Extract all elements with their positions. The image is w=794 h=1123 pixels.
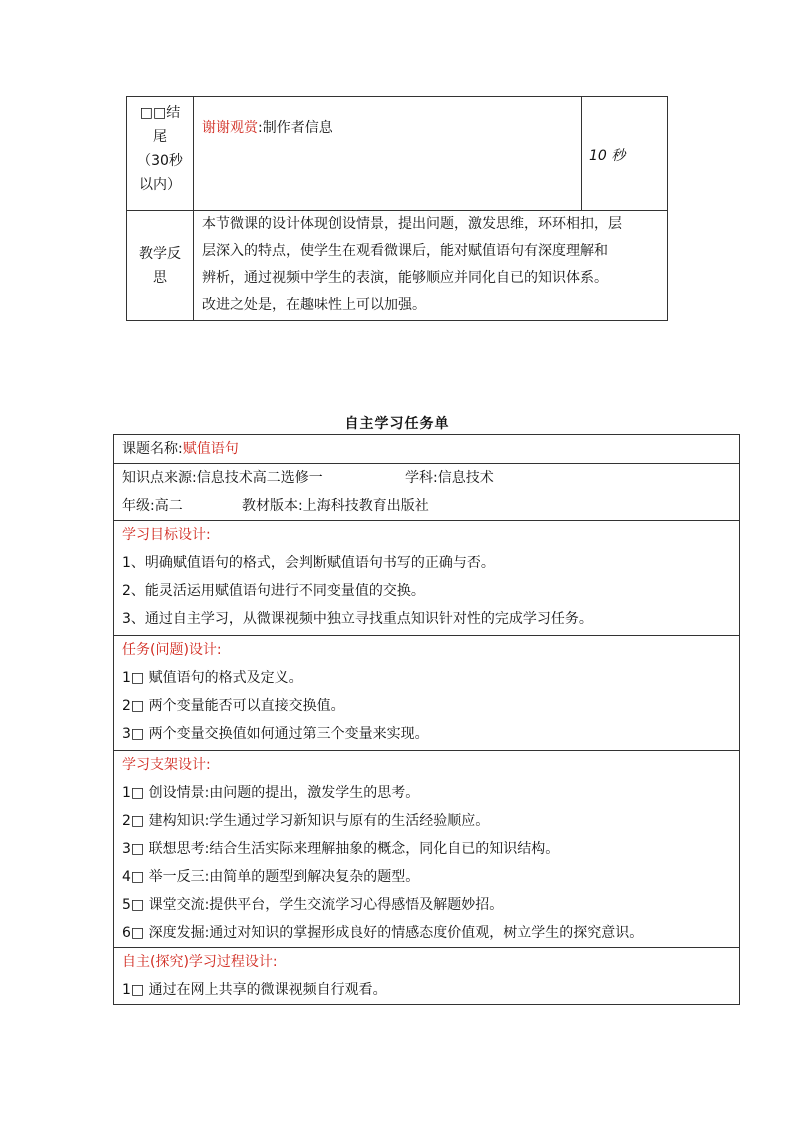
task-item: 1□ 赋值语句的格式及定义。	[122, 670, 303, 686]
reflection-row	[127, 211, 668, 321]
scaffold-row	[114, 751, 740, 948]
goals-heading: 学习目标设计:	[122, 527, 211, 543]
goal-item: 2、能灵活运用赋值语句进行不同变量值的交换。	[122, 583, 425, 599]
ending-row	[127, 97, 668, 211]
reflection-text	[194, 211, 668, 321]
goals-row	[114, 521, 740, 636]
ending-duration	[582, 97, 668, 211]
reflection-line: 本节微课的设计体现创设情景，提出问题，激发思维，环环相扣，层	[202, 216, 622, 232]
task-sheet-table	[113, 434, 740, 1005]
process-heading: 自主(探究)学习过程设计:	[122, 954, 278, 970]
scaffold-item: 3□ 联想思考:结合生活实际来理解抽象的概念，同化自已的知识结构。	[122, 841, 560, 857]
scaffold-item: 1□ 创设情景:由问题的提出，激发学生的思考。	[122, 785, 420, 801]
reflection-line: 改进之处是，在趣味性上可以加强。	[202, 297, 426, 313]
label-line: 思	[153, 269, 167, 286]
reflection-line: 辨析，通过视频中学生的表演，能够顺应并同化自已的知识体系。	[202, 270, 608, 286]
meta-row	[114, 464, 740, 521]
source-text: 知识点来源:信息技术高二选修一	[122, 470, 323, 486]
label-line: □□结	[139, 105, 181, 121]
task-item: 3□ 两个变量交换值如何通过第三个变量来实现。	[122, 726, 429, 742]
thanks-text: 谢谢观赏	[202, 120, 258, 136]
edition-text: 教材版本:上海科技教育出版社	[242, 498, 429, 514]
process-row	[114, 948, 740, 1005]
ending-label	[127, 97, 194, 211]
tasks-heading: 任务(问题)设计:	[122, 642, 222, 658]
goal-item: 1、明确赋值语句的格式，会判断赋值语句书写的正确与否。	[122, 555, 495, 571]
subject-text: 学科:信息技术	[405, 470, 494, 486]
scaffold-item: 4□ 举一反三:由简单的题型到解决复杂的题型。	[122, 869, 420, 885]
topic-row	[114, 435, 740, 464]
label-line: 以内）	[139, 177, 181, 193]
label-line: （30秒	[137, 153, 183, 169]
reflection-label	[127, 211, 194, 321]
grade-text: 年级:高二	[122, 498, 183, 514]
tasks-row	[114, 636, 740, 751]
lesson-plan-table	[126, 96, 668, 321]
topic-label: 课题名称:	[122, 441, 183, 457]
reflection-line: 层深入的特点，使学生在观看微课后，能对赋值语句有深度理解和	[202, 243, 608, 259]
goal-item: 3、通过自主学习，从微课视频中独立寻找重点知识针对性的完成学习任务。	[122, 611, 593, 627]
ending-content	[194, 97, 582, 211]
label-line: 教学反	[139, 245, 181, 262]
topic-value: 赋值语句	[182, 441, 239, 457]
scaffold-item: 5□ 课堂交流:提供平台，学生交流学习心得感悟及解题妙招。	[122, 897, 504, 913]
duration-text: 10 秒	[589, 148, 626, 164]
task-item: 2□ 两个变量能否可以直接交换值。	[122, 698, 345, 714]
page-title: 自主学习任务单	[344, 416, 450, 432]
process-item: 1□ 通过在网上共享的微课视频自行观看。	[122, 982, 387, 998]
label-line: 尾	[153, 129, 167, 145]
scaffold-item: 2□ 建构知识:学生通过学习新知识与原有的生活经验顺应。	[122, 813, 490, 829]
credits-text: :制作者信息	[258, 120, 333, 136]
scaffold-heading: 学习支架设计:	[122, 757, 211, 773]
scaffold-item: 6□ 深度发掘:通过对知识的掌握形成良好的情感态度价值观，树立学生的探究意识。	[122, 925, 644, 941]
